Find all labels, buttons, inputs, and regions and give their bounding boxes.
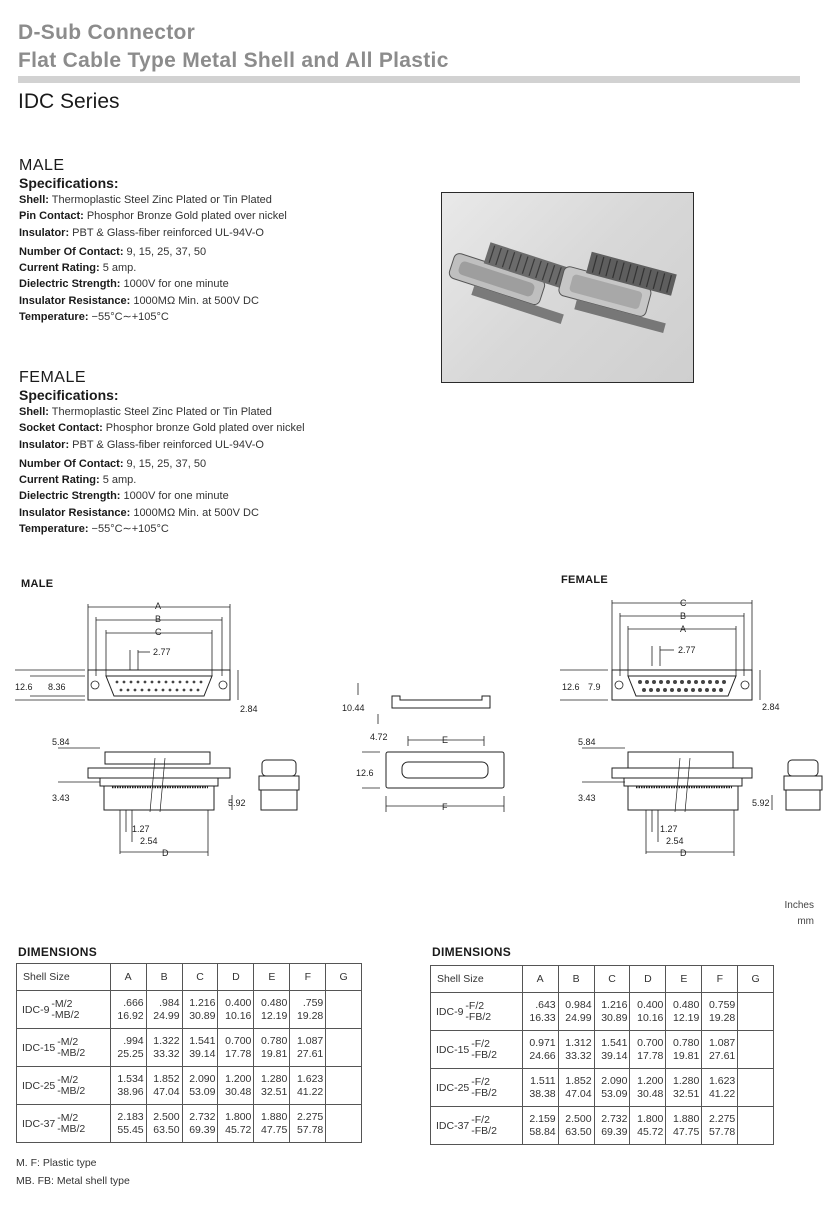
female-dim-592: 5.92 <box>752 798 770 808</box>
cover-dim-e: E <box>442 735 449 745</box>
female-dimensions-heading: DIMENSIONS <box>432 945 512 959</box>
spec-line: Insulator: PBT & Glass-fiber reinforced UL-94V-O <box>19 438 264 451</box>
male-dimensions-table <box>16 963 362 1143</box>
female-spec-subheading: Specifications: <box>19 387 119 403</box>
male-dim-254: 2.54 <box>140 836 158 846</box>
male-dim-343: 3.43 <box>52 793 70 803</box>
female-dim-c: C <box>680 598 687 608</box>
male-dim-592: 5.92 <box>228 798 246 808</box>
table-header-row: Shell Size A B C D E F G <box>17 964 362 991</box>
spec-line: Insulator Resistance: 1000MΩ Min. at 500V DC <box>19 294 259 307</box>
cover-dim-1044: 10.44 <box>342 703 365 713</box>
female-dim-d: D <box>680 848 687 858</box>
spec-line: Current Rating: 5 amp. <box>19 474 137 487</box>
table-row: IDC-15 -F/2 -FB/2 0.971 24.66 1.312 33.32 1.541 39.14 0.700 17.78 0.780 19.81 1.087 27.61 <box>431 1031 774 1069</box>
female-dim-79: 7.9 <box>588 682 601 692</box>
female-heading: FEMALE <box>19 369 87 386</box>
connector-photo <box>441 192 694 383</box>
male-spec-subheading: Specifications: <box>19 175 119 191</box>
spec-line: Dielectric Strength: 1000V for one minute <box>19 490 229 503</box>
male-dim-277: 2.77 <box>153 647 171 657</box>
female-dim-284: 2.84 <box>762 702 780 712</box>
male-spec-list <box>19 192 429 325</box>
dimension-drawings <box>0 590 830 860</box>
title-line-2: Flat Cable Type Metal Shell and All Plastic <box>18 49 449 72</box>
cover-dim-126: 12.6 <box>356 768 374 778</box>
female-dim-127: 1.27 <box>660 824 678 834</box>
female-dim-584: 5.84 <box>578 737 596 747</box>
female-dim-343: 3.43 <box>578 793 596 803</box>
note-plastic-type: M. F: Plastic type <box>16 1157 97 1169</box>
spec-line: Number Of Contact: 9, 15, 25, 37, 50 <box>19 245 207 258</box>
male-spec-block <box>19 157 429 325</box>
female-dim-b: B <box>680 611 687 621</box>
units-inches: Inches <box>784 900 814 911</box>
male-dim-127: 1.27 <box>132 824 150 834</box>
connector-photo-image <box>442 193 692 381</box>
spec-line: Current Rating: 5 amp. <box>19 262 137 275</box>
units-mm: mm <box>797 916 814 927</box>
male-dim-584: 5.84 <box>52 737 70 747</box>
table-header-row: Shell Size A B C D E F G <box>431 966 774 993</box>
spec-line: Pin Contact: Phosphor Bronze Gold plated over nickel <box>19 210 287 223</box>
male-dim-c: C <box>155 627 162 637</box>
male-dim-284: 2.84 <box>240 704 258 714</box>
spec-line: Socket Contact: Phosphor bronze Gold plated over nickel <box>19 422 305 435</box>
table-row: IDC-37 -M/2 -MB/2 2.183 55.45 2.500 63.50 2.732 69.39 1.800 45.72 1.880 47.75 2.275 57.78 <box>17 1105 362 1143</box>
male-dim-126: 12.6 <box>15 682 33 692</box>
spec-line: Number Of Contact: 9, 15, 25, 37, 50 <box>19 457 207 470</box>
spec-line: Temperature: −55°C∼+105°C <box>19 523 169 536</box>
cover-dim-472: 4.72 <box>370 732 388 742</box>
table-row: IDC-9 -M/2 -MB/2 .666 16.92 .984 24.99 1.216 30.89 0.400 10.16 0.480 12.19 .759 19.28 <box>17 991 362 1029</box>
cover-dim-f: F <box>442 802 448 812</box>
spec-line: Shell: Thermoplastic Steel Zinc Plated or Tin Plated <box>19 406 272 418</box>
series-title: IDC Series <box>18 90 120 113</box>
title-line-1: D-Sub Connector <box>18 21 196 44</box>
table-row: IDC-9 -F/2 -FB/2 .643 16.33 0.984 24.99 1.216 30.89 0.400 10.16 0.480 12.19 0.759 19.28 <box>431 993 774 1031</box>
note-metal-shell-type: MB. FB: Metal shell type <box>16 1175 130 1187</box>
female-dim-254: 2.54 <box>666 836 684 846</box>
male-dim-a: A <box>155 601 162 611</box>
male-dimensions-heading: DIMENSIONS <box>18 945 98 959</box>
female-spec-block <box>19 369 429 537</box>
female-dim-a: A <box>680 624 687 634</box>
spec-line: Temperature: −55°C∼+105°C <box>19 311 169 324</box>
male-drawing-label: MALE <box>21 578 54 590</box>
spec-line: Shell: Thermoplastic Steel Zinc Plated or Tin Plated <box>19 194 272 206</box>
title-rule <box>18 76 800 83</box>
male-dim-836: 8.36 <box>48 682 66 692</box>
female-spec-list <box>19 404 429 537</box>
spec-line: Insulator Resistance: 1000MΩ Min. at 500V DC <box>19 506 259 519</box>
table-row: IDC-25 -F/2 -FB/2 1.511 38.38 1.852 47.04 2.090 53.09 1.200 30.48 1.280 32.51 1.623 41.22 <box>431 1069 774 1107</box>
male-dim-b: B <box>155 614 162 624</box>
table-row: IDC-25 -M/2 -MB/2 1.534 38.96 1.852 47.04 2.090 53.09 1.200 30.48 1.280 32.51 1.623 41.22 <box>17 1067 362 1105</box>
spec-line: Insulator: PBT & Glass-fiber reinforced UL-94V-O <box>19 226 264 239</box>
table-row: IDC-37 -F/2 -FB/2 2.159 58.84 2.500 63.50 2.732 69.39 1.800 45.72 1.880 47.75 2.275 57.78 <box>431 1107 774 1145</box>
female-drawing-label: FEMALE <box>561 574 609 586</box>
female-dim-126: 12.6 <box>562 682 580 692</box>
male-heading: MALE <box>19 157 65 174</box>
female-dim-277: 2.77 <box>678 645 696 655</box>
male-dim-d: D <box>162 848 169 858</box>
spec-line: Dielectric Strength: 1000V for one minute <box>19 278 229 291</box>
units-legend <box>760 898 814 930</box>
female-dimensions-table <box>430 965 774 1145</box>
table-row: IDC-15 -M/2 -MB/2 .994 25.25 1.322 33.32 1.541 39.14 0.700 17.78 0.780 19.81 1.087 27.61 <box>17 1029 362 1067</box>
